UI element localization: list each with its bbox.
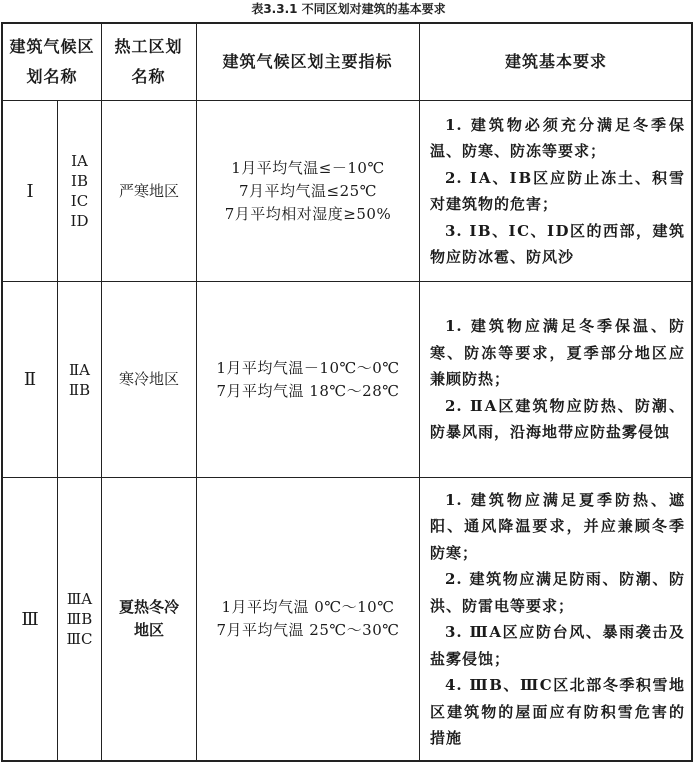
- header-zone-name: 建筑气候区划名称: [9, 37, 95, 86]
- indicator-line: 7月平均相对湿度≥50%: [224, 204, 392, 223]
- indicator-cell: [197, 101, 419, 281]
- requirement-cell: [420, 282, 693, 477]
- subzone-label: ⅠA: [71, 152, 88, 170]
- zone-cell: Ⅰ: [26, 180, 34, 202]
- thermal-cell: 夏热冬冷地区: [118, 598, 179, 639]
- requirement-item: 2. ⅠA、ⅠB区应防止冻土、积雪对建筑物的危害；: [430, 168, 685, 213]
- subzone-cell: [58, 282, 101, 477]
- subzone-cell: [58, 101, 101, 281]
- indicator-line: 7月平均气温≤25℃: [239, 181, 377, 200]
- indicator-line: 7月平均气温 18℃～28℃: [216, 381, 400, 400]
- requirement-item: 1. 建筑物必须充分满足冬季保温、防寒、防冻等要求；: [430, 115, 685, 160]
- subzone-label: ⅢC: [66, 630, 93, 648]
- requirement-item: 3. ⅠB、ⅠC、ⅠD区的西部，建筑物应防冰雹、防风沙: [430, 221, 685, 266]
- subzone-label: ⅠC: [70, 192, 89, 210]
- subzone-label: ⅢA: [66, 590, 93, 608]
- subzone-cell: [58, 478, 101, 760]
- indicator-line: 1月平均气温 0℃～10℃: [221, 598, 395, 616]
- thermal-cell: 寒冷地区: [118, 370, 179, 388]
- indicator-line: 1月平均气温－10℃～0℃: [216, 358, 400, 377]
- subzone-label: ⅠB: [71, 172, 88, 190]
- indicator-line: 7月平均气温 25℃～30℃: [216, 621, 400, 639]
- thermal-cell: 严寒地区: [118, 181, 179, 200]
- subzone-label: ⅢB: [66, 610, 93, 628]
- indicator-line: 1月平均气温≤－10℃: [231, 158, 385, 177]
- requirement-item: 2. 建筑物应满足防雨、防潮、防洪、防雷电等要求；: [430, 570, 685, 615]
- requirement-item: 2. ⅡA区建筑物应防热、防潮、防暴风雨，沿海地带应防盐雾侵蚀: [430, 396, 685, 442]
- requirement-item: 4. ⅢB、ⅢC区北部冬季积雪地区建筑物的屋面应有防积雪危害的措施: [430, 676, 685, 747]
- requirement-item: 1. 建筑物应满足冬季保温、防寒、防冻等要求，夏季部分地区应兼顾防热；: [430, 317, 685, 389]
- requirements-table: [1, 22, 693, 762]
- subzone-label: ⅠD: [70, 212, 89, 230]
- header-requirements: 建筑基本要求: [504, 52, 607, 71]
- indicator-cell: [197, 282, 419, 477]
- zone-cell: Ⅲ: [21, 608, 39, 630]
- header-indicators: 建筑气候区划主要指标: [222, 52, 393, 71]
- header-thermal-name: 热工区划名称: [114, 37, 183, 86]
- zone-cell: Ⅱ: [23, 369, 37, 390]
- subzone-label: ⅡB: [68, 380, 91, 399]
- indicator-cell: [197, 478, 419, 760]
- requirement-cell: [420, 478, 693, 760]
- requirement-item: 1. 建筑物应满足夏季防热、遮阳、通风降温要求，并应兼顾冬季防寒；: [430, 490, 685, 562]
- requirement-item: 3. ⅢA区应防台风、暴雨袭击及盐雾侵蚀；: [430, 623, 685, 668]
- subzone-label: ⅡA: [68, 360, 91, 379]
- table-caption: 表3.3.1 不同区划对建筑的基本要求: [251, 2, 446, 16]
- requirement-cell: [420, 101, 693, 281]
